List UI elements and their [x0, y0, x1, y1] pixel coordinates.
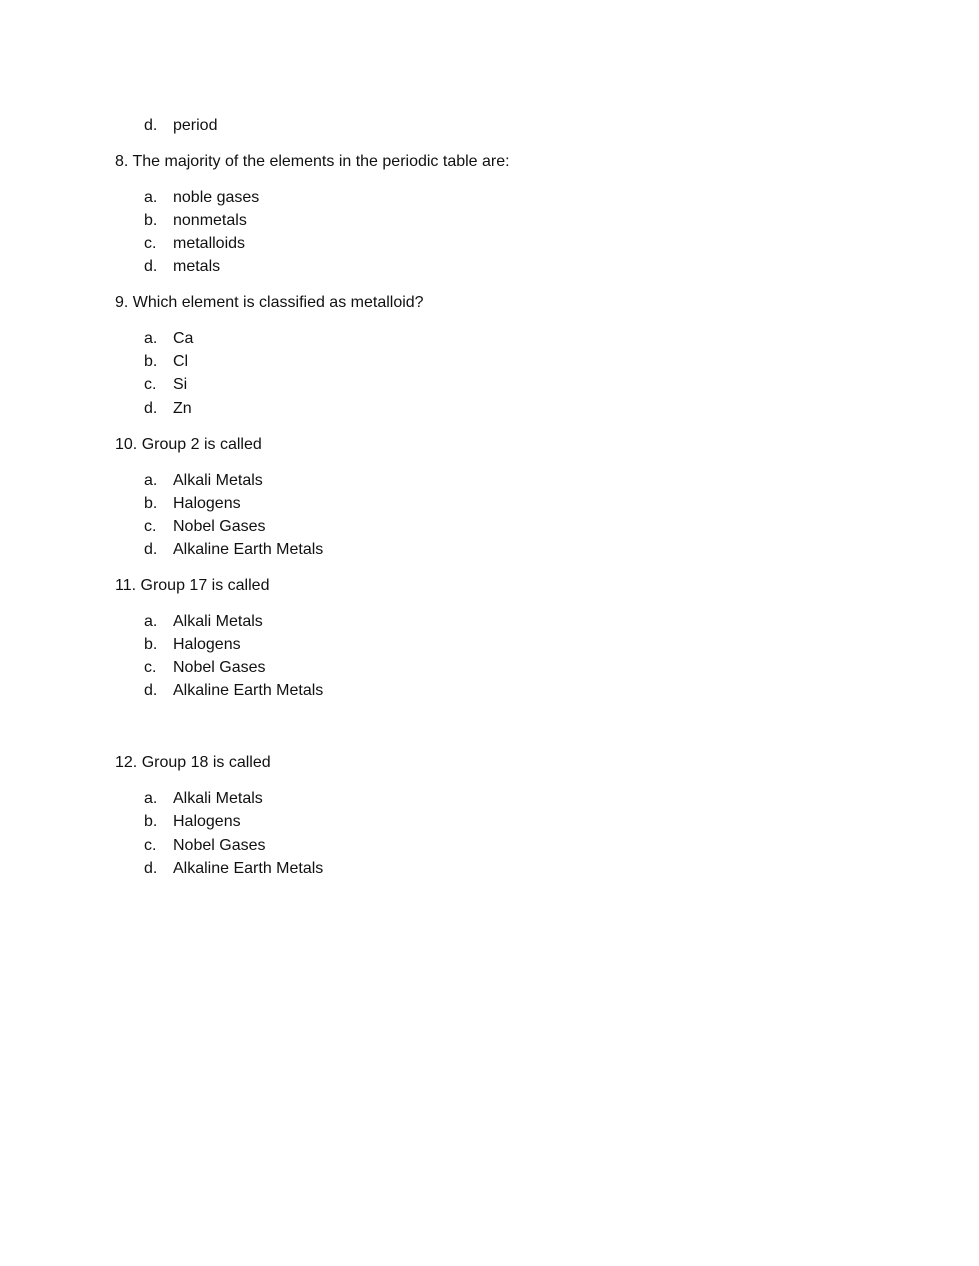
option-letter: c. [144, 837, 157, 854]
option-text: Alkaline Earth Metals [173, 682, 324, 699]
option-letter: a. [144, 613, 158, 630]
option-letter: c. [144, 235, 157, 252]
question-10-prompt: 10. Group 2 is called [115, 436, 262, 453]
option-letter: b. [144, 353, 158, 370]
option-letter: d. [144, 682, 158, 699]
option-letter: c. [144, 518, 157, 535]
option-letter: a. [144, 330, 158, 347]
option-text: Alkaline Earth Metals [173, 860, 324, 877]
option-text: Si [173, 376, 188, 393]
option-text: Nobel Gases [173, 837, 266, 854]
question-11-prompt: 11. Group 17 is called [115, 577, 270, 594]
option-text: metals [173, 258, 221, 275]
option-letter: c. [144, 659, 157, 676]
option-letter: d. [144, 541, 158, 558]
option-letter: b. [144, 495, 158, 512]
option-text: Alkali Metals [173, 613, 263, 630]
option-letter: b. [144, 636, 158, 653]
option-letter: c. [144, 376, 157, 393]
option-text: Nobel Gases [173, 659, 266, 676]
option-text: Alkali Metals [173, 790, 263, 807]
question-8-prompt: 8. The majority of the elements in the periodic table are: [115, 153, 510, 170]
option-text: nonmetals [173, 212, 247, 229]
option-letter: a. [144, 790, 158, 807]
option-letter: a. [144, 189, 158, 206]
option-text: Alkaline Earth Metals [173, 541, 324, 558]
option-text: Halogens [173, 495, 241, 512]
option-letter: d. [144, 258, 158, 275]
option-text: Alkali Metals [173, 472, 263, 489]
question-9-prompt: 9. Which element is classified as metalloid? [115, 294, 424, 311]
option-letter: d. [144, 400, 158, 417]
option-text: period [173, 117, 218, 134]
option-text: Zn [173, 400, 192, 417]
option-text: Halogens [173, 636, 241, 653]
option-letter: d. [144, 860, 158, 877]
option-text: Cl [173, 353, 189, 370]
option-letter: d. [144, 117, 158, 134]
option-text: Nobel Gases [173, 518, 266, 535]
option-text: metalloids [173, 235, 246, 252]
option-letter: a. [144, 472, 158, 489]
option-text: Ca [173, 330, 194, 347]
option-letter: b. [144, 813, 158, 830]
option-text: Halogens [173, 813, 241, 830]
option-letter: b. [144, 212, 158, 229]
question-12-prompt: 12. Group 18 is called [115, 754, 271, 771]
option-text: noble gases [173, 189, 260, 206]
